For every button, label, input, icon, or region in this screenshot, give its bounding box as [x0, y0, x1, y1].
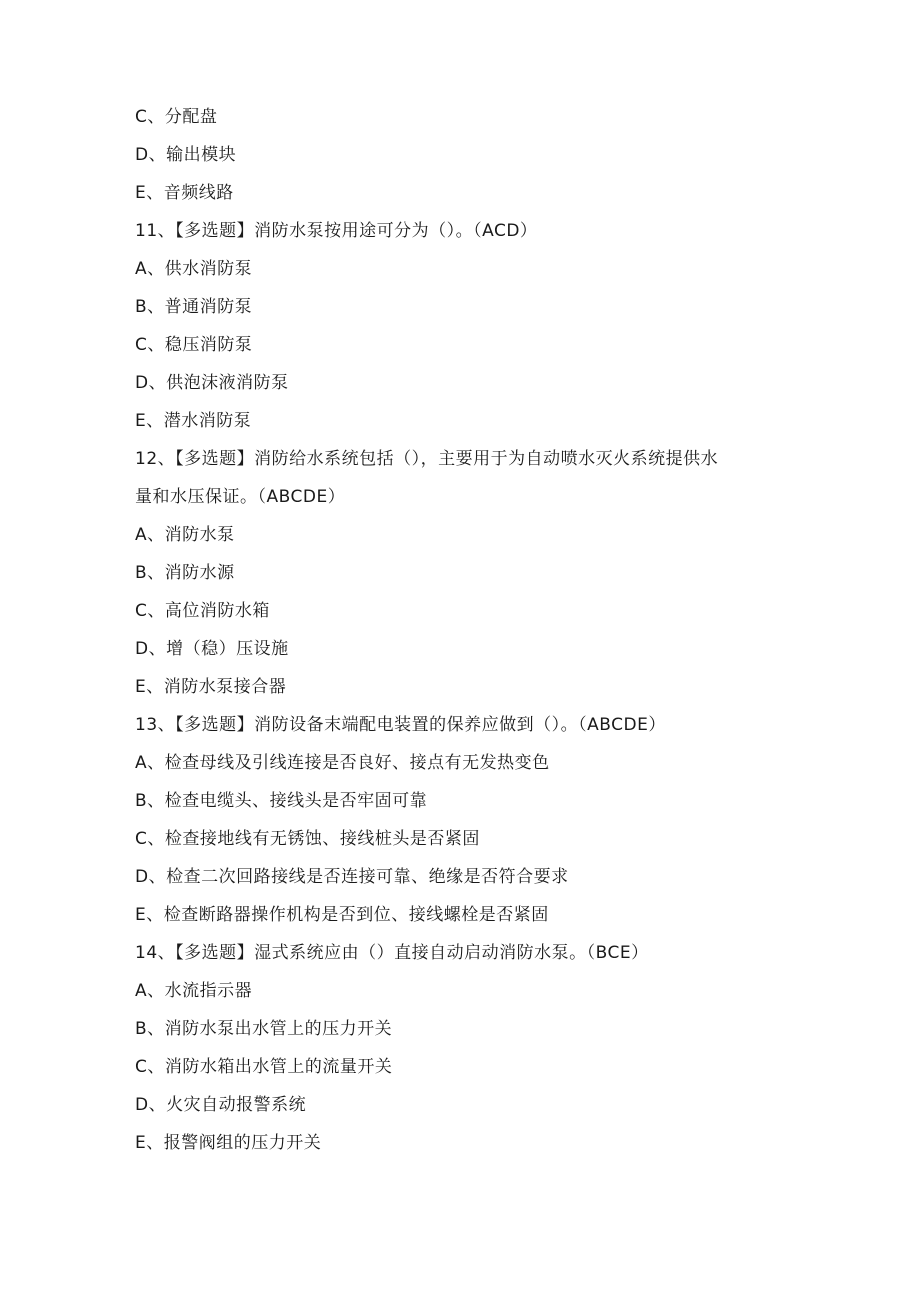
option-e-q14: E、报警阀组的压力开关 [135, 1133, 322, 1153]
option-a-q11: A、供水消防泵 [135, 259, 253, 279]
question-13: 13、【多选题】消防设备末端配电装置的保养应做到（）。（ABCDE） [135, 715, 666, 735]
option-d-q11: D、供泡沫液消防泵 [135, 373, 289, 393]
option-e-q10: E、音频线路 [135, 183, 234, 203]
option-c-q11: C、稳压消防泵 [135, 335, 253, 355]
option-e-q13: E、检查断路器操作机构是否到位、接线螺栓是否紧固 [135, 905, 549, 925]
option-d-q14: D、火灾自动报警系统 [135, 1095, 307, 1115]
option-e-q11: E、潜水消防泵 [135, 411, 252, 431]
question-14: 14、【多选题】湿式系统应由（）直接自动启动消防水泵。（BCE） [135, 943, 649, 963]
option-d-q10: D、输出模块 [135, 145, 237, 165]
option-b-q14: B、消防水泵出水管上的压力开关 [135, 1019, 393, 1039]
option-b-q11: B、普通消防泵 [135, 297, 253, 317]
option-c-q12: C、高位消防水箱 [135, 601, 270, 621]
option-a-q12: A、消防水泵 [135, 525, 235, 545]
option-c-q14: C、消防水箱出水管上的流量开关 [135, 1057, 393, 1077]
option-b-q13: B、检查电缆头、接线头是否牢固可靠 [135, 791, 428, 811]
option-c-q13: C、检查接地线有无锈蚀、接线桩头是否紧固 [135, 829, 480, 849]
option-e-q12: E、消防水泵接合器 [135, 677, 287, 697]
question-11: 11、【多选题】消防水泵按用途可分为（）。（ACD） [135, 221, 538, 241]
question-list [135, 98, 785, 1162]
option-a-q14: A、水流指示器 [135, 981, 253, 1001]
option-b-q12: B、消防水源 [135, 563, 235, 583]
option-c-q10: C、分配盘 [135, 107, 218, 127]
option-d-q12: D、增（稳）压设施 [135, 639, 289, 659]
option-a-q13: A、检查母线及引线连接是否良好、接点有无发热变色 [135, 753, 550, 773]
option-d-q13: D、检查二次回路接线是否连接可靠、绝缘是否符合要求 [135, 867, 569, 887]
question-12-line-1: 12、【多选题】消防给水系统包括（），主要用于为自动喷水灭火系统提供水 [135, 449, 719, 469]
question-12-line-2: 量和水压保证。（ABCDE） [135, 487, 346, 507]
